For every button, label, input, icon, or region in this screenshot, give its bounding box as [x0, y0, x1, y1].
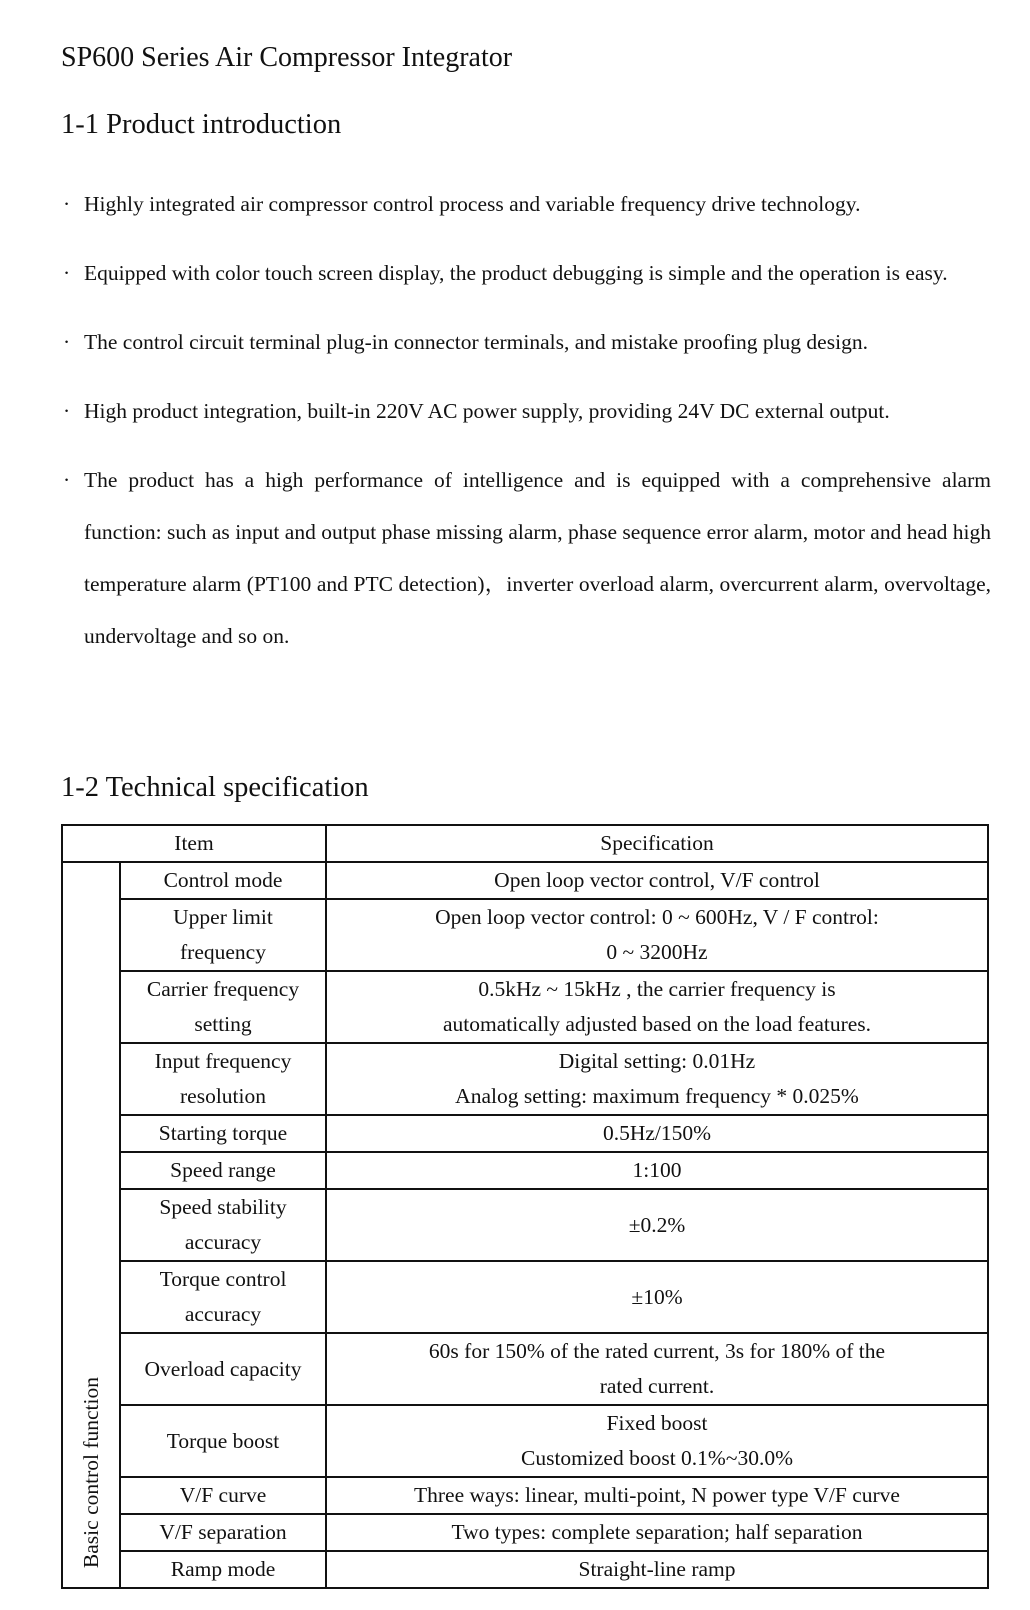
item-text: Speed stability: [159, 1195, 287, 1219]
specification-cell: [326, 1477, 988, 1514]
item-cell: [120, 899, 326, 971]
specification-text: Straight-line ramp: [578, 1557, 736, 1581]
section-heading-specification: 1-2 Technical specification: [61, 772, 369, 803]
table-row: [62, 1261, 988, 1333]
specification-text: 0 ~ 3200Hz: [606, 940, 708, 964]
header-item: Item: [62, 825, 326, 862]
item-text: V/F separation: [159, 1520, 287, 1544]
bullet-text: The control circuit terminal plug-in connector terminals, and mistake proofing plug design.: [84, 330, 868, 354]
item-text: Carrier frequency: [146, 977, 300, 1001]
item-text: frequency: [180, 940, 266, 964]
table-row: [62, 1043, 988, 1115]
item-cell: [120, 862, 326, 899]
specification-text: Open loop vector control, V/F control: [494, 868, 820, 892]
item-text: Upper limit: [173, 905, 273, 929]
item-text: accuracy: [184, 1230, 262, 1254]
group-label-cell: [62, 862, 120, 1588]
specification-cell: [326, 971, 988, 1043]
item-cell: [120, 1477, 326, 1514]
bullet-dot: ·: [63, 330, 71, 354]
table-row: [62, 1152, 988, 1189]
group-label: Basic control function: [78, 1376, 103, 1568]
item-cell: [120, 1261, 326, 1333]
item-text: Torque boost: [166, 1428, 280, 1453]
table-row: [62, 1551, 988, 1588]
specification-text: rated current.: [599, 1374, 715, 1398]
item-cell: [120, 1514, 326, 1551]
specification-text: ±0.2%: [628, 1212, 686, 1237]
item-text: resolution: [180, 1084, 266, 1108]
table-header-row: [62, 825, 988, 862]
table-row: [62, 1477, 988, 1514]
specification-cell: [326, 1405, 988, 1477]
table-row: [62, 862, 988, 899]
item-cell: [120, 1152, 326, 1189]
specification-text: Open loop vector control: 0 ~ 600Hz, V / F control:: [435, 905, 879, 929]
introduction-bullet-list: [61, 178, 991, 662]
specification-text: Fixed boost: [606, 1411, 708, 1435]
item-text: Overload capacity: [144, 1356, 302, 1381]
table-row: [62, 1189, 988, 1261]
specification-text: automatically adjusted based on the load features.: [442, 1012, 872, 1036]
list-item: [61, 247, 991, 299]
item-cell: [120, 1333, 326, 1405]
specification-text: 60s for 150% of the rated current, 3s for 180% of the: [428, 1339, 886, 1363]
table-row: [62, 899, 988, 971]
bullet-text: High product integration, built-in 220V AC power supply, providing 24V DC external output.: [84, 399, 890, 423]
bullet-dot: ·: [63, 399, 71, 423]
item-text: Ramp mode: [170, 1557, 276, 1581]
item-text: Input frequency: [154, 1049, 292, 1073]
table-row: [62, 1333, 988, 1405]
item-cell: [120, 1551, 326, 1588]
bullet-dot: ·: [63, 468, 71, 492]
bullet-text: Highly integrated air compressor control process and variable frequency drive technology.: [84, 192, 861, 216]
specification-text: 0.5Hz/150%: [602, 1121, 712, 1145]
specification-cell: [326, 1043, 988, 1115]
specification-text: ±10%: [631, 1284, 683, 1309]
specification-cell: [326, 899, 988, 971]
item-cell: [120, 971, 326, 1043]
bullet-dot: ·: [63, 192, 71, 216]
item-text: Control mode: [163, 868, 283, 892]
specification-text: Two types: complete separation; half separation: [451, 1520, 863, 1544]
specification-text: Customized boost 0.1%~30.0%: [520, 1446, 793, 1470]
specification-text: 0.5kHz ~ 15kHz , the carrier frequency is: [478, 977, 836, 1001]
table-row: [62, 1115, 988, 1152]
specification-cell: [326, 862, 988, 899]
specification-cell: [326, 1152, 988, 1189]
specification-cell: [326, 1189, 988, 1261]
item-text: setting: [194, 1012, 252, 1036]
item-text: Starting torque: [158, 1121, 288, 1145]
specification-cell: [326, 1514, 988, 1551]
item-text: accuracy: [184, 1302, 262, 1326]
specification-text: Three ways: linear, multi-point, N power type V/F curve: [414, 1483, 900, 1507]
section-heading-introduction: 1-1 Product introduction: [61, 109, 342, 140]
specification-cell: [326, 1261, 988, 1333]
item-cell: [120, 1189, 326, 1261]
item-cell: [120, 1115, 326, 1152]
specification-cell: [326, 1551, 988, 1588]
specification-cell: [326, 1115, 988, 1152]
specification-table: [61, 824, 989, 1589]
specification-text: Analog setting: maximum frequency * 0.025%: [455, 1084, 859, 1108]
item-text: V/F curve: [179, 1483, 267, 1507]
table-row: [62, 971, 988, 1043]
list-item: [61, 316, 991, 368]
table-row: [62, 1405, 988, 1477]
bullet-text: Equipped with color touch screen display, the product debugging is simple and the operation is easy.: [84, 261, 948, 285]
specification-table-body: [62, 862, 988, 1588]
header-specification: Specification: [326, 825, 988, 862]
specification-text: 1:100: [632, 1158, 682, 1182]
item-text: Speed range: [170, 1158, 276, 1182]
document-title: SP600 Series Air Compressor Integrator: [61, 42, 513, 73]
bullet-dot: ·: [63, 261, 71, 285]
specification-text: Digital setting: 0.01Hz: [558, 1049, 756, 1073]
item-cell: [120, 1405, 326, 1477]
list-item: [61, 178, 991, 230]
list-item: [61, 454, 991, 662]
table-row: [62, 1514, 988, 1551]
specification-cell: [326, 1333, 988, 1405]
list-item: [61, 385, 991, 437]
item-cell: [120, 1043, 326, 1115]
item-text: Torque control: [159, 1267, 287, 1291]
bullet-text: The product has a high performance of intelligence and is equipped with a comprehensive alarm function: such as input and output phase missing alarm, phase sequence error alarm, motor and head high temperature alarm (PT100 and PTC detection)，inverter overload alarm, overcurrent alarm, overvoltage, undervoltage and so on.: [84, 468, 991, 648]
